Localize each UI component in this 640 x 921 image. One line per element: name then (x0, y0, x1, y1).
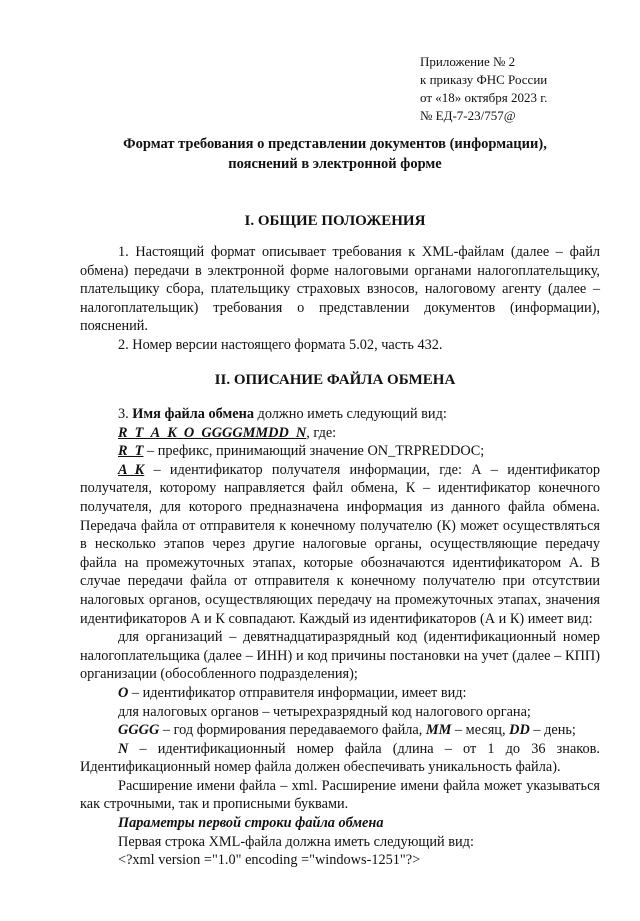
text: – год формирования передаваемого файла, (159, 722, 426, 739)
xml-declaration: <?xml version ="1.0" encoding ="windows-1251"?> (118, 852, 421, 869)
text: – месяц, (451, 722, 510, 739)
text: – идентификационный номер файла (длина – от 1 до 36 знаков. Идентификационный номер файла должен обеспечивать уникальность файла). (80, 740, 600, 776)
paragraph (80, 740, 600, 777)
paragraph-number: 3. (118, 406, 133, 422)
term: R_T (118, 443, 144, 460)
annex-line: к приказу ФНС России (420, 72, 548, 87)
term: GGGG (118, 722, 160, 739)
text: – идентификатор получателя информации, где: А – идентификатор получателя, которому направляется файл обмена, К – идентификатор конечного получателя, для которого предназначена информация из данного файла обмена. Передача файла от отправителя к конечному получателю (К) может осуществляться в несколько этапов через другие налоговые органы, осуществляющие передачу файла на промежуточных этапах, которые обозначаются идентификатором А. В случае передачи файла от отправителя к конечному получателю при отсутствии налоговых органов, осуществляющих передачу на промежуточных этапах, значения идентификаторов А и К совпадают. Каждый из идентификаторов (А и К) имеет вид: (80, 461, 600, 627)
document-title (70, 134, 600, 174)
annex-line: № ЕД-7-23/757@ (420, 108, 516, 123)
paragraph (80, 405, 600, 424)
title-line: Формат требования о представлении документов (информации), (123, 136, 547, 152)
term: N (118, 740, 129, 757)
annex-line: от «18» октября 2023 г. (420, 90, 548, 105)
paragraph: 2. Номер версии настоящего формата 5.02, часть 432. (118, 336, 443, 353)
term: A_K (118, 461, 145, 478)
text: должно иметь следующий вид: (253, 406, 447, 422)
filename-pattern: R_T_A_K_O_GGGGMMDD_N (118, 424, 307, 441)
term: MM (425, 722, 452, 739)
text: – день; (529, 722, 576, 739)
section-body (80, 243, 600, 355)
paragraph: для налоговых органов – четырехразрядный код налогового органа; (118, 703, 531, 720)
text: , где: (306, 424, 337, 441)
section-heading: I. ОБЩИЕ ПОЛОЖЕНИЯ (244, 213, 426, 229)
paragraph: 1. Настоящий формат описывает требования к XML-файлам (далее – файл обмена) передачи в электронной форме налоговыми органами налогоплательщику, плательщику сбора, плательщику страховых взносов, налоговому агенту (далее – налогоплательщик) требования о представлении документов (информации), пояснений. (80, 244, 600, 335)
title-line: пояснений в электронной форме (228, 156, 442, 172)
term: O (118, 684, 129, 701)
subheading: Параметры первой строки файла обмена (118, 815, 384, 832)
paragraph: для организаций – девятнадцатиразрядный код (идентификационный номер налогоплательщика (далее – ИНН) и код причины постановки на учет (далее – КПП) организации (обособленного подразделения); (80, 629, 600, 683)
term: DD (509, 722, 530, 739)
section-body (80, 405, 600, 870)
paragraph: Первая строка XML-файла должна иметь следующий вид: (118, 833, 474, 850)
paragraph (80, 461, 600, 628)
paragraph (80, 424, 600, 443)
section-heading: II. ОПИСАНИЕ ФАЙЛА ОБМЕНА (214, 372, 456, 388)
paragraph (80, 684, 600, 703)
text: – идентификатор отправителя информации, имеет вид: (128, 684, 467, 701)
paragraph (80, 721, 600, 740)
paragraph: Расширение имени файла – xml. Расширение имени файла может указываться как строчными, так и прописными буквами. (80, 777, 600, 813)
bold-term: Имя файла обмена (132, 406, 254, 422)
annex-line: Приложение № 2 (420, 54, 516, 69)
annex-header (420, 53, 547, 125)
text: – префикс, принимающий значение ON_TRPREDDOC; (143, 443, 485, 460)
paragraph (80, 442, 600, 461)
